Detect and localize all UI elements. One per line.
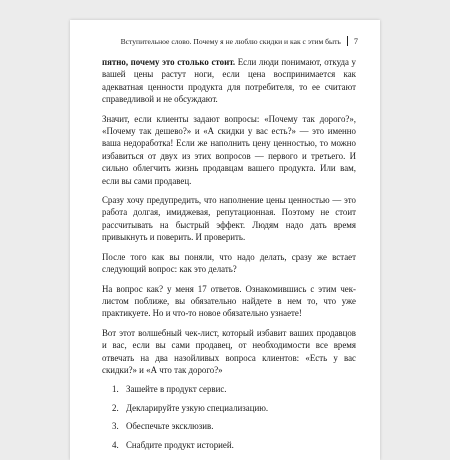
paragraph-2: Значит, если клиенты задают вопросы: «Почему так дорого?», «Почему так дешево?» и «А скидки у вас есть?» — это именно ваша недоработка! Если же наполнить цену ценностью, то можно избавиться от двух из этих вопросов — первого и третьего. И сильно облегчить жизнь продавцам вашего продукта. Или вам, если вы сами продавец.	[102, 113, 356, 186]
list-item-number: 4.	[112, 439, 119, 450]
running-title: Вступительное слово. Почему я не люблю скидки и как с этим быть	[120, 36, 341, 46]
list-item-number: 2.	[112, 402, 119, 413]
paragraph-6: Вот этот волшебный чек-лист, который избавит ваших продавцов и вас, если вы сами продавец, от необходимости все время отвечать на два назойливых вопроса клиентов: «Есть у вас скидки?» и «А что так дорого?»	[102, 327, 356, 375]
paragraph-3: Сразу хочу предупредить, что наполнение цены ценностью — это работа долгая, имиджевая, репутационная. Поэтому не стоит рассчитывать на быстрый эффект. Людям надо дать время привыкнуть и поверить. И проверить.	[102, 195, 356, 243]
checklist	[102, 383, 356, 451]
page-number: 7	[353, 36, 358, 46]
list-item	[102, 439, 356, 451]
bold-lead-text: пятно, почему это столько стоит.	[102, 57, 236, 67]
list-item-number: 3.	[112, 421, 119, 432]
running-header	[100, 36, 358, 46]
paragraph-1-text: Если люди понимают, откуда у вашей цены растут ноги, если цена воспринимается как адекватная ценности продукта для потребителя, то ее считают справедливой и не обсуждают.	[102, 57, 356, 105]
book-page	[70, 20, 380, 460]
list-item	[102, 402, 356, 414]
paragraph-5: На вопрос как? у меня 17 ответов. Ознакомившись с этим чек-листом поближе, вы обязательно найдете в нем то, что уже практикуете. Но и что-то новое обязательно узнаете!	[102, 283, 356, 319]
paragraph-1	[102, 56, 356, 106]
list-item-number: 1.	[112, 384, 119, 395]
list-item-text: Декларируйте узкую специализацию.	[126, 402, 269, 413]
list-item-text: Снабдите продукт историей.	[126, 439, 234, 450]
header-separator	[347, 36, 348, 46]
page-body	[102, 56, 356, 457]
list-item-text: Обеспечьте эксклюзив.	[126, 421, 214, 432]
list-item	[102, 420, 356, 432]
paragraph-4: После того как вы поняли, что надо делать, сразу же встает следующий вопрос: как это делать?	[102, 251, 356, 275]
list-item	[102, 383, 356, 395]
list-item-text: Зашейте в продукт сервис.	[126, 384, 227, 395]
